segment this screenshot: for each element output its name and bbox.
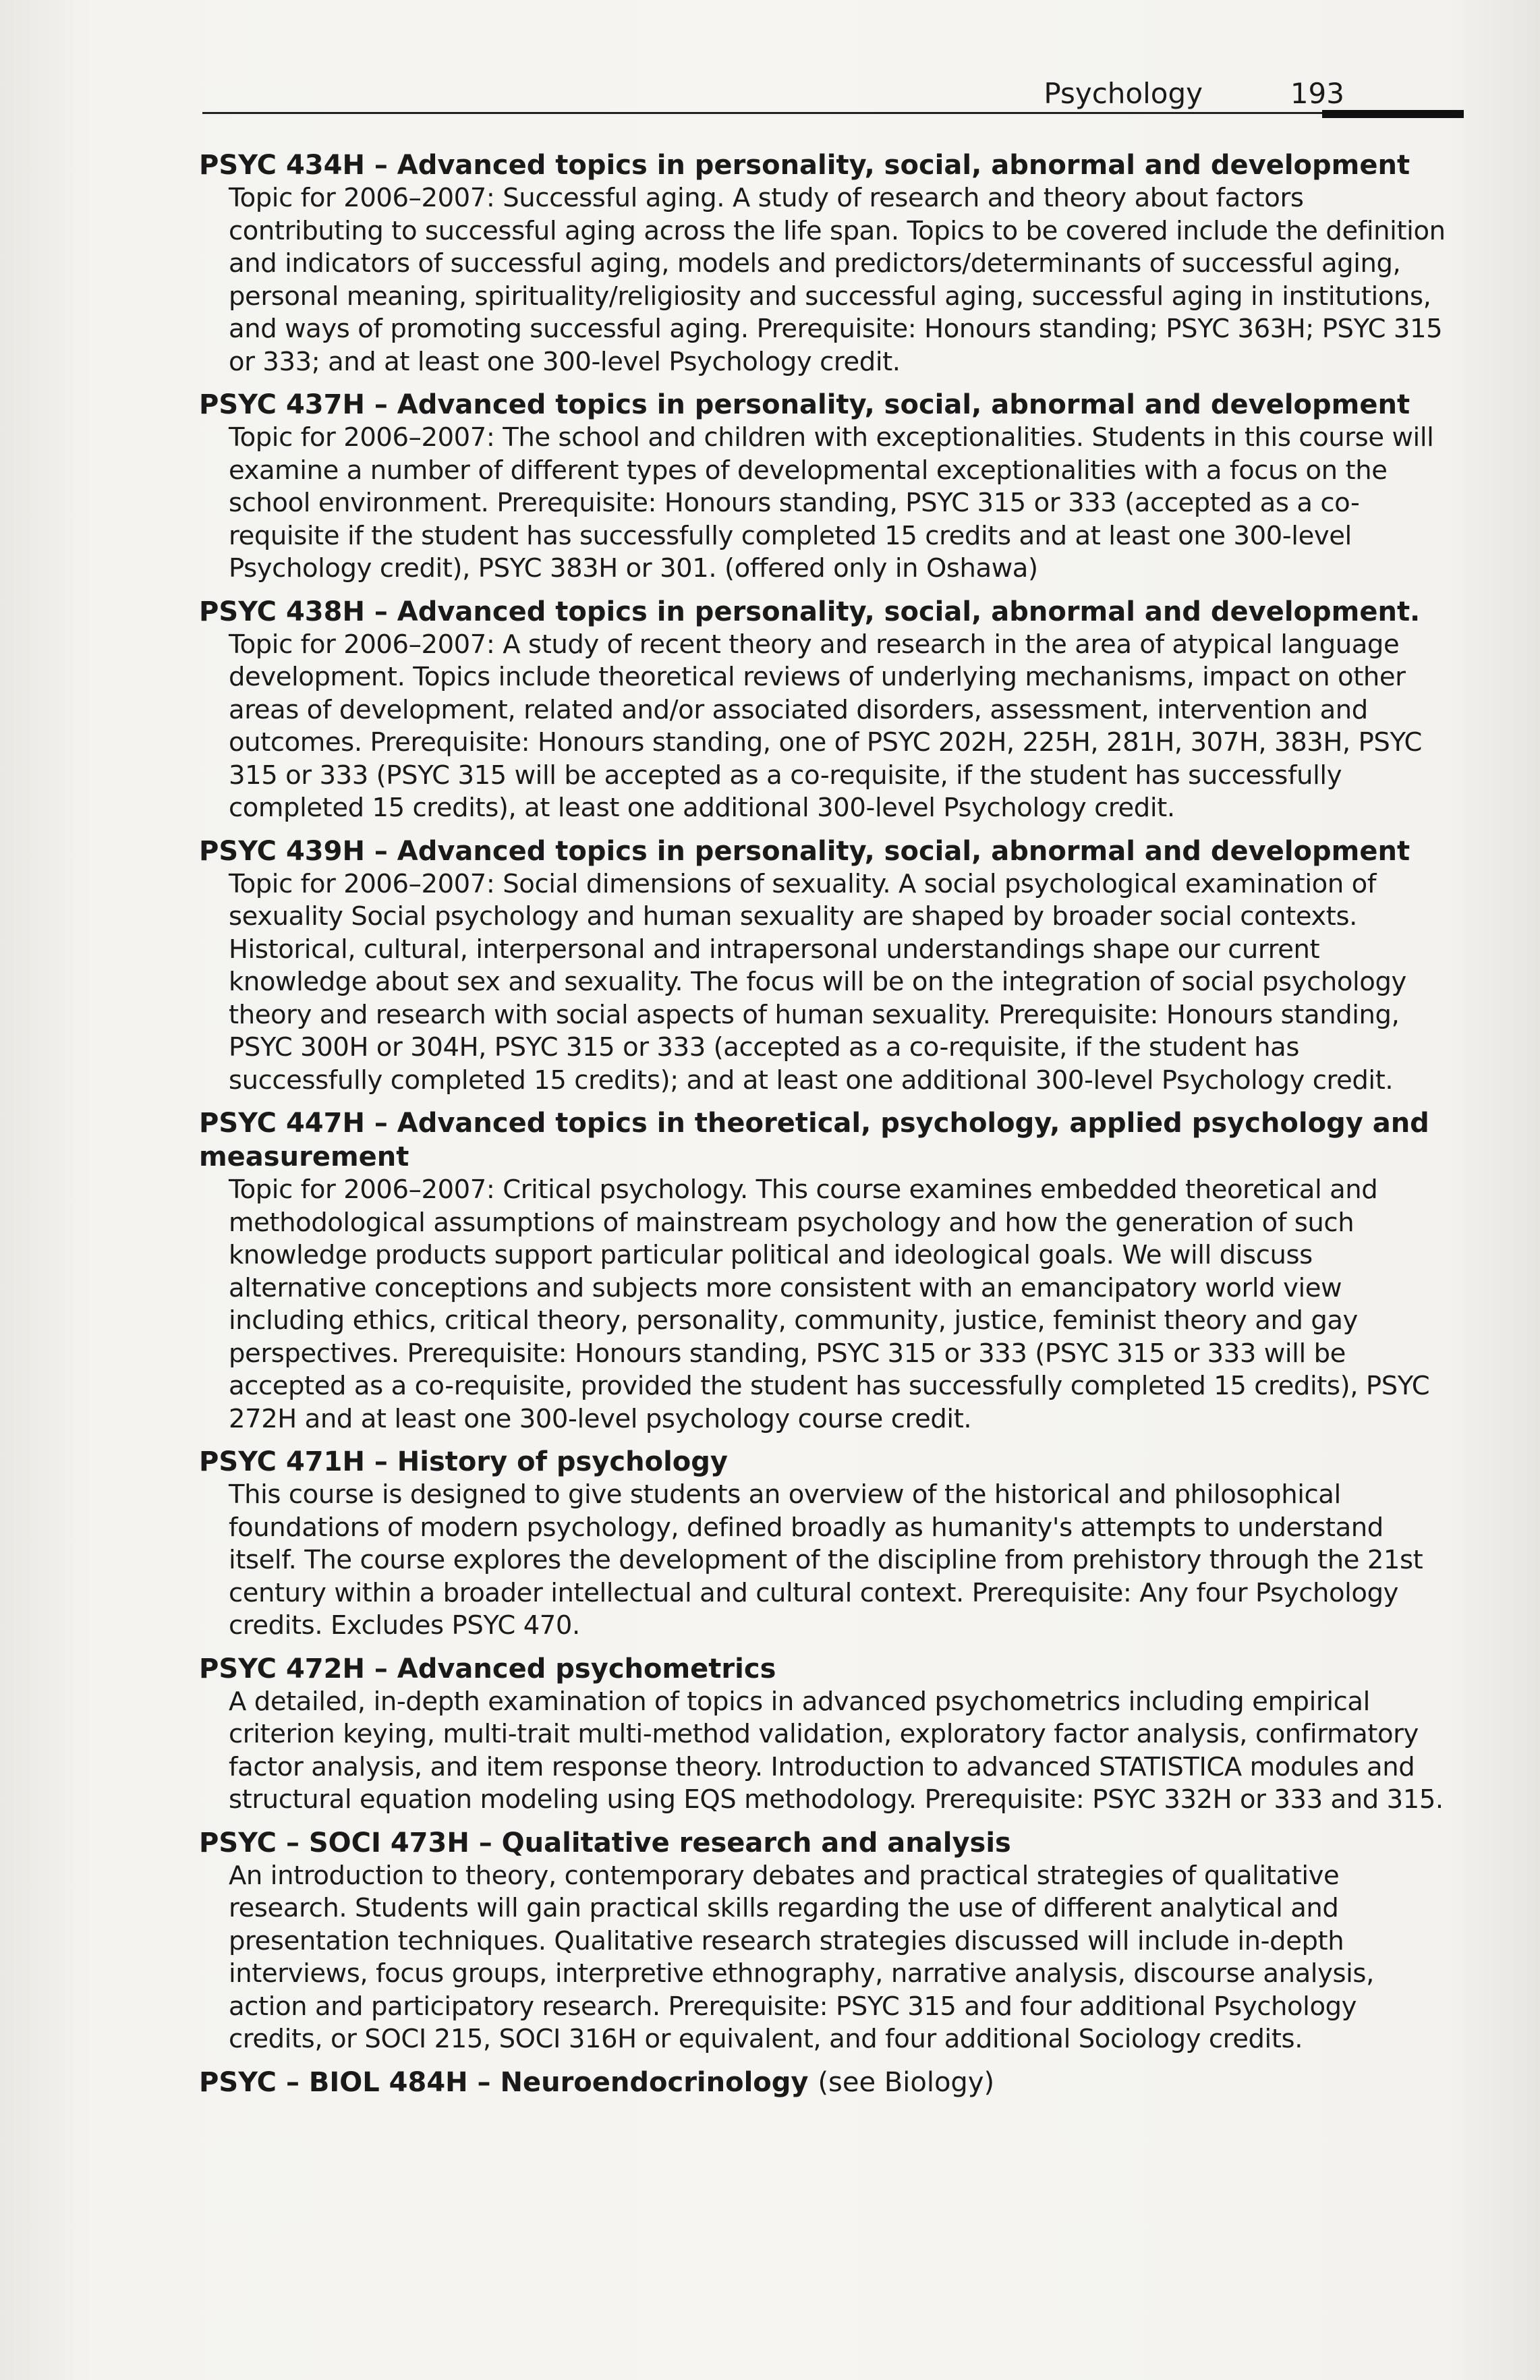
course-description: Topic for 2006–2007: Social dimensions of sexuality. A social psychological examination of sexuality Social psychology and human sexuality are shaped by broader social contexts. Historical, cultural, interpersonal and intrapersonal understandings shape our current knowledge about sex and sexuality. The focus will be on the integration of social psychology theory and research with social aspects of human sexuality. Prerequisite: Honours standing, PSYC 300H or 304H, PSYC 315 or 333 (accepted as a co-requisite, if the student has successfully completed 15 credits); and at least one additional 300-level Psychology credit. [229, 868, 1406, 1096]
course-list [199, 148, 1454, 2109]
course-title: PSYC 439H – Advanced topics in personality, social, abnormal and development [199, 835, 1410, 867]
course-title: PSYC – SOCI 473H – Qualitative research and analysis [199, 1827, 1011, 1859]
course-entry [199, 1826, 1454, 2056]
course-entry [199, 1652, 1454, 1817]
course-description: Topic for 2006–2007: Successful aging. A study of research and theory about factors contributing to successful aging across the life span. Topics to be covered include the definition and indicators of successful aging, models and predictors/determinants of successful aging, personal meaning, spirituality/religiosity and successful aging, successful aging in institutions, and ways of promoting successful aging. Prerequisite: Honours standing; PSYC 363H; PSYC 315 or 333; and at least one 300-level Psychology credit. [229, 183, 1446, 377]
course-title: PSYC 471H – History of psychology [199, 1446, 728, 1477]
course-title: PSYC – BIOL 484H – Neuroendocrinology [199, 2066, 809, 2098]
course-title-line [199, 2066, 1454, 2099]
course-description: Topic for 2006–2007: The school and children with exceptionalities. Students in this course will examine a number of different types of developmental exceptionalities with a focus on the school environment. Prerequisite: Honours standing, PSYC 315 or 333 (accepted as a co-requisite if the student has successfully completed 15 credits and at least one 300-level Psychology credit), PSYC 383H or 301. (offered only in Oshawa) [229, 422, 1434, 584]
running-header [202, 67, 1459, 115]
course-description: Topic for 2006–2007: Critical psychology. This course examines embedded theoretical and methodological assumptions of mainstream psychology and how the generation of such knowledge products support particular political and ideological goals. We will discuss alternative conceptions and subjects more consistent with an emancipatory world view including ethics, critical theory, personality, community, justice, feminist theory and gay perspectives. Prerequisite: Honours standing, PSYC 315 or 333 (PSYC 315 or 333 will be accepted as a co-requisite, provided the student has successfully completed 15 credits), PSYC 272H and at least one 300-level psychology course credit. [229, 1174, 1430, 1434]
cross-reference: (see Biology) [818, 2066, 995, 2098]
course-title: PSYC 437H – Advanced topics in personality, social, abnormal and development [199, 389, 1410, 420]
header-rule-accent [1322, 110, 1464, 118]
course-entry [199, 2066, 1454, 2099]
course-entry [199, 1106, 1454, 1436]
page-number: 193 [1290, 77, 1344, 110]
course-description: This course is designed to give students an overview of the historical and philosophical foundations of modern psychology, defined broadly as humanity's attempts to understand itself. The course explores the development of the discipline from prehistory through the 21st century within a broader intellectual and cultural context. Prerequisite: Any four Psychology credits. Excludes PSYC 470. [229, 1479, 1423, 1641]
course-entry [199, 148, 1454, 378]
course-title: PSYC 472H – Advanced psychometrics [199, 1653, 776, 1684]
course-description: An introduction to theory, contemporary debates and practical strategies of qualitative research. Students will gain practical skills regarding the use of different analytical and presentation techniques. Qualitative research strategies discussed will include in-depth interviews, focus groups, interpretive ethnography, narrative analysis, discourse analysis, action and participatory research. Prerequisite: PSYC 315 and four additional Psychology credits, or SOCI 215, SOCI 316H or equivalent, and four additional Sociology credits. [229, 1860, 1374, 2054]
course-entry [199, 834, 1454, 1098]
course-entry [199, 595, 1454, 825]
course-entry [199, 1445, 1454, 1643]
header-rule [202, 112, 1322, 114]
course-entry [199, 388, 1454, 586]
course-description: A detailed, in-depth examination of topics in advanced psychometrics including empirical criterion keying, multi-trait multi-method validation, exploratory factor analysis, confirmatory factor analysis, and item response theory. Introduction to advanced STATISTICA modules and structural equation modeling using EQS methodology. Prerequisite: PSYC 332H or 333 and 315. [229, 1686, 1444, 1815]
course-description: Topic for 2006–2007: A study of recent theory and research in the area of atypical language development. Topics include theoretical reviews of underlying mechanisms, impact on other areas of development, related and/or associated disorders, assessment, intervention and outcomes. Prerequisite: Honours standing, one of PSYC 202H, 225H, 281H, 307H, 383H, PSYC 315 or 333 (PSYC 315 will be accepted as a co-requisite, if the student has successfully completed 15 credits), at least one additional 300-level Psychology credit. [229, 629, 1422, 823]
course-title: PSYC 447H – Advanced topics in theoretical, psychology, applied psychology and measurement [199, 1108, 1429, 1172]
section-title: Psychology [1044, 77, 1203, 110]
course-title: PSYC 434H – Advanced topics in personality, social, abnormal and development [199, 150, 1410, 181]
course-title: PSYC 438H – Advanced topics in personality, social, abnormal and development. [199, 596, 1421, 627]
